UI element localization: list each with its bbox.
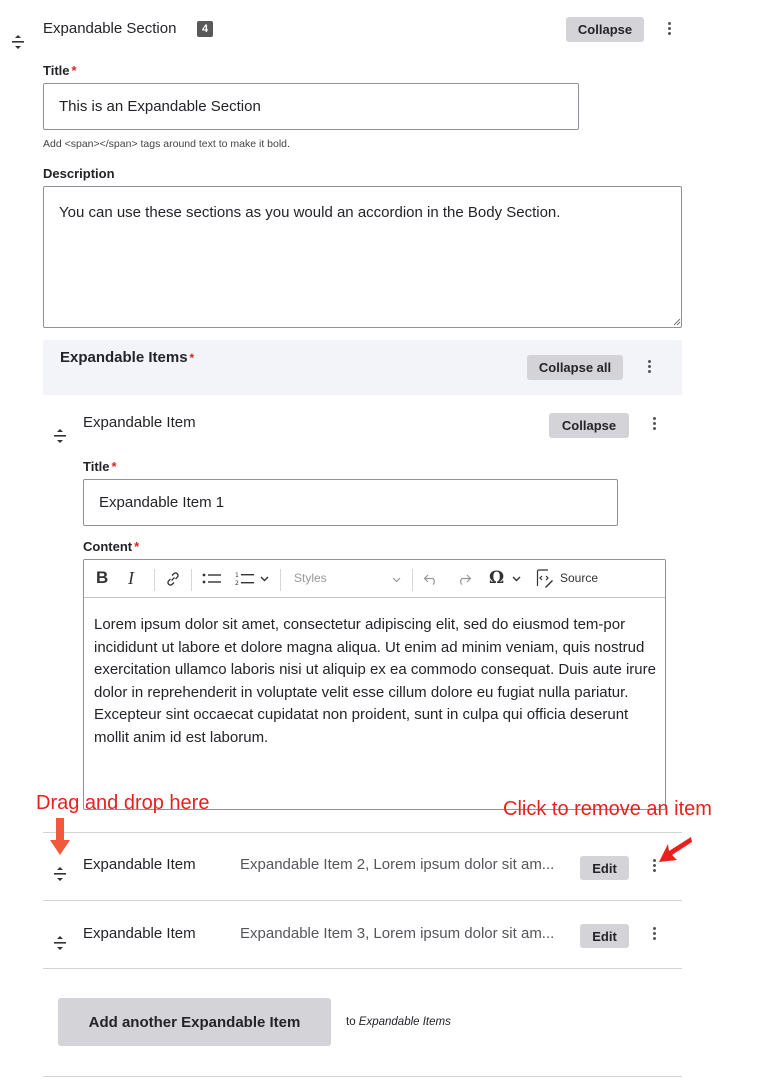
drag-handle-icon[interactable] xyxy=(11,34,25,50)
toolbar-divider xyxy=(280,569,281,591)
item2-summary: Expandable Item 2, Lorem ipsum dolor sit am... xyxy=(240,856,555,873)
svg-text:2: 2 xyxy=(235,580,239,587)
items-more-icon[interactable] xyxy=(645,358,653,378)
divider xyxy=(43,900,682,901)
item2-edit-button[interactable]: Edit xyxy=(580,856,629,880)
divider xyxy=(43,832,682,833)
section-title-hint: Add <span></span> tags around text to make it bold. xyxy=(43,138,290,150)
item2-drag-handle-icon[interactable] xyxy=(53,866,67,882)
section-title: Expandable Section xyxy=(43,20,177,37)
item1-title-label: Title * xyxy=(83,459,117,474)
add-another-item-button[interactable]: Add another Expandable Item xyxy=(58,998,331,1046)
redo-icon[interactable] xyxy=(456,572,472,586)
special-chars-chevron-down-icon[interactable] xyxy=(512,576,521,582)
rich-text-editor xyxy=(83,559,666,810)
resize-grip-icon[interactable] xyxy=(673,318,681,326)
item1-more-icon[interactable] xyxy=(650,415,658,435)
svg-text:1: 1 xyxy=(235,572,239,579)
section-count-badge: 4 xyxy=(197,21,213,37)
section-more-icon[interactable] xyxy=(665,20,673,40)
source-button[interactable]: Source xyxy=(560,571,599,585)
remove-hint-arrow-icon xyxy=(655,833,693,865)
item1-drag-handle-icon[interactable] xyxy=(53,428,67,444)
toolbar-divider xyxy=(154,569,155,591)
add-another-target: to Expandable Items xyxy=(346,1016,451,1028)
description-text: You can use these sections as you would an accordion in the Body Section. xyxy=(59,204,561,221)
numbered-list-icon[interactable] xyxy=(235,571,255,587)
bold-button[interactable]: B xyxy=(96,568,109,587)
section-title-input[interactable]: This is an Expandable Section xyxy=(43,83,579,130)
bulleted-list-icon[interactable] xyxy=(202,572,222,586)
item1-content-label: Content * xyxy=(83,539,140,554)
drag-hint-annotation: Drag and drop here xyxy=(36,792,210,814)
item1-collapse-button[interactable]: Collapse xyxy=(549,413,629,438)
section-title-label: Title * xyxy=(43,63,77,78)
undo-icon[interactable] xyxy=(423,572,439,586)
drag-hint-arrow-icon xyxy=(49,818,71,856)
editor-content[interactable]: Lorem ipsum dolor sit amet, consectetur adipiscing elit, sed do eiusmod tem-por incididunt ut labore et dolore magna aliqua. Ut enim ad minim veniam, quis nostrud exercitation ullamco laboris nisi ut aliquip ex ea commodo consequat. Duis aute irure dolor in reprehenderit in voluptate velit esse cillum dolore eu fugiat nulla pariatur. Excepteur sint occaecat cupidatat non proident, sunt in culpa qui officia deserunt mollit anim id est laborum. xyxy=(94,616,656,746)
chevron-down-icon[interactable] xyxy=(260,576,269,582)
source-icon[interactable] xyxy=(536,569,554,589)
item3-edit-button[interactable]: Edit xyxy=(580,924,629,948)
editor-toolbar xyxy=(84,560,665,598)
italic-button[interactable]: I xyxy=(128,567,134,588)
description-label: Description xyxy=(43,166,115,181)
item1-label: Expandable Item xyxy=(83,414,196,431)
styles-dropdown[interactable]: Styles xyxy=(294,571,327,585)
divider xyxy=(43,1076,682,1077)
description-textarea[interactable] xyxy=(43,186,682,328)
collapse-all-button[interactable]: Collapse all xyxy=(527,355,623,380)
item3-label: Expandable Item xyxy=(83,925,196,942)
special-characters-icon[interactable]: Ω xyxy=(489,568,505,588)
styles-chevron-down-icon[interactable] xyxy=(392,577,401,583)
item3-drag-handle-icon[interactable] xyxy=(53,935,67,951)
items-header-label: Expandable Items * xyxy=(60,349,195,366)
toolbar-divider xyxy=(412,569,413,591)
item2-label: Expandable Item xyxy=(83,856,196,873)
remove-hint-annotation: Click to remove an item xyxy=(503,798,712,820)
toolbar-divider xyxy=(191,569,192,591)
item3-summary: Expandable Item 3, Lorem ipsum dolor sit am... xyxy=(240,925,555,942)
link-icon[interactable] xyxy=(165,571,181,587)
section-collapse-button[interactable]: Collapse xyxy=(566,17,644,42)
divider xyxy=(43,968,682,969)
item3-more-icon[interactable] xyxy=(650,925,658,945)
item1-title-input[interactable]: Expandable Item 1 xyxy=(83,479,618,526)
